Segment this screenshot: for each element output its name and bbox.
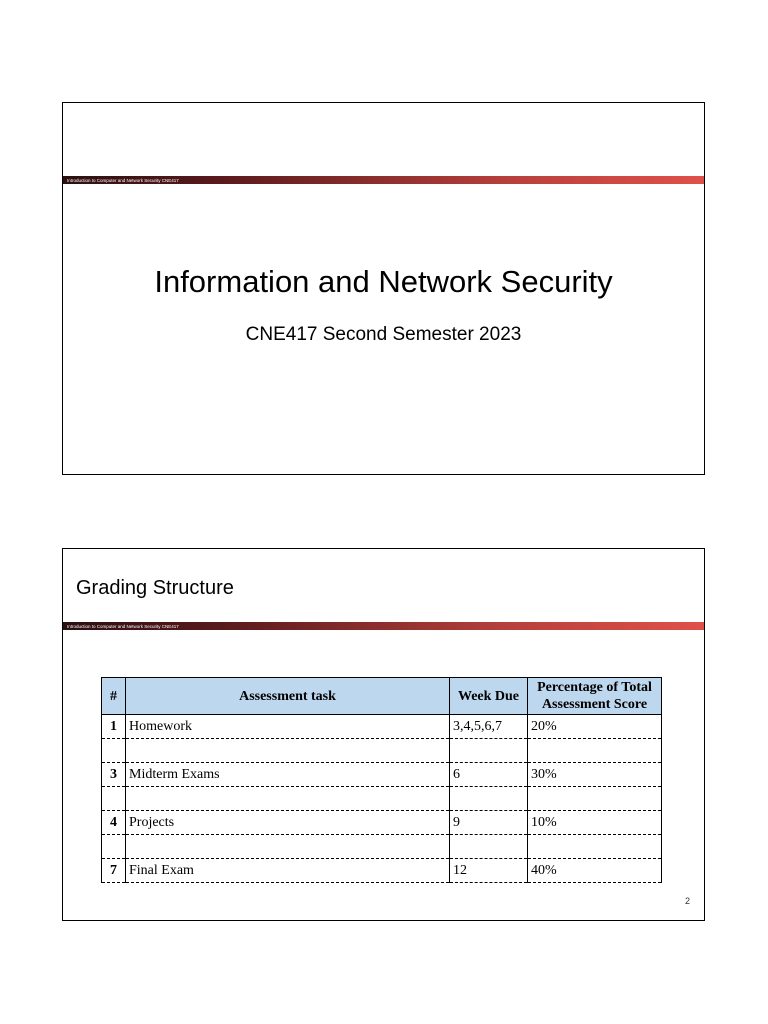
row-week xyxy=(450,835,528,859)
header-bar-text: Introduction to Computer and Network Security CNE417 xyxy=(67,177,179,183)
slide-title: Information and Network Security xyxy=(154,264,613,299)
row-percentage xyxy=(528,787,662,811)
row-week: 9 xyxy=(450,811,528,835)
table-row xyxy=(102,715,662,739)
column-header-percentage: Percentage of Total Assessment Score xyxy=(528,678,662,715)
row-percentage: 10% xyxy=(528,811,662,835)
header-bar xyxy=(63,622,704,630)
row-number: 3 xyxy=(102,763,126,787)
row-percentage xyxy=(528,739,662,763)
row-task: Midterm Exams xyxy=(126,763,450,787)
row-number xyxy=(102,835,126,859)
row-percentage: 40% xyxy=(528,859,662,883)
row-number xyxy=(102,739,126,763)
row-week xyxy=(450,787,528,811)
slide-heading: Grading Structure xyxy=(76,577,234,599)
table-row xyxy=(102,835,662,859)
row-number xyxy=(102,787,126,811)
table-row xyxy=(102,739,662,763)
row-task: Projects xyxy=(126,811,450,835)
slide-subtitle: CNE417 Second Semester 2023 xyxy=(245,324,522,345)
row-number: 7 xyxy=(102,859,126,883)
row-task xyxy=(126,835,450,859)
row-task xyxy=(126,739,450,763)
row-week xyxy=(450,739,528,763)
column-header-week: Week Due xyxy=(450,678,528,715)
row-number: 1 xyxy=(102,715,126,739)
table-row xyxy=(102,859,662,883)
row-week: 3,4,5,6,7 xyxy=(450,715,528,739)
page-number: 2 xyxy=(684,896,690,906)
table-row xyxy=(102,787,662,811)
row-task: Final Exam xyxy=(126,859,450,883)
grading-table xyxy=(101,677,662,883)
table-row xyxy=(102,763,662,787)
row-percentage: 20% xyxy=(528,715,662,739)
row-task: Homework xyxy=(126,715,450,739)
column-header-number: # xyxy=(102,678,126,715)
row-task xyxy=(126,787,450,811)
row-percentage xyxy=(528,835,662,859)
title-slide xyxy=(62,102,705,475)
header-bar xyxy=(63,176,704,184)
row-number: 4 xyxy=(102,811,126,835)
table-row xyxy=(102,811,662,835)
row-week: 12 xyxy=(450,859,528,883)
table-header-row xyxy=(102,678,662,715)
row-week: 6 xyxy=(450,763,528,787)
row-percentage: 30% xyxy=(528,763,662,787)
column-header-task: Assessment task xyxy=(126,678,450,715)
header-bar-text: Introduction to Computer and Network Security CNE417 xyxy=(67,623,179,629)
grading-slide xyxy=(62,548,705,921)
